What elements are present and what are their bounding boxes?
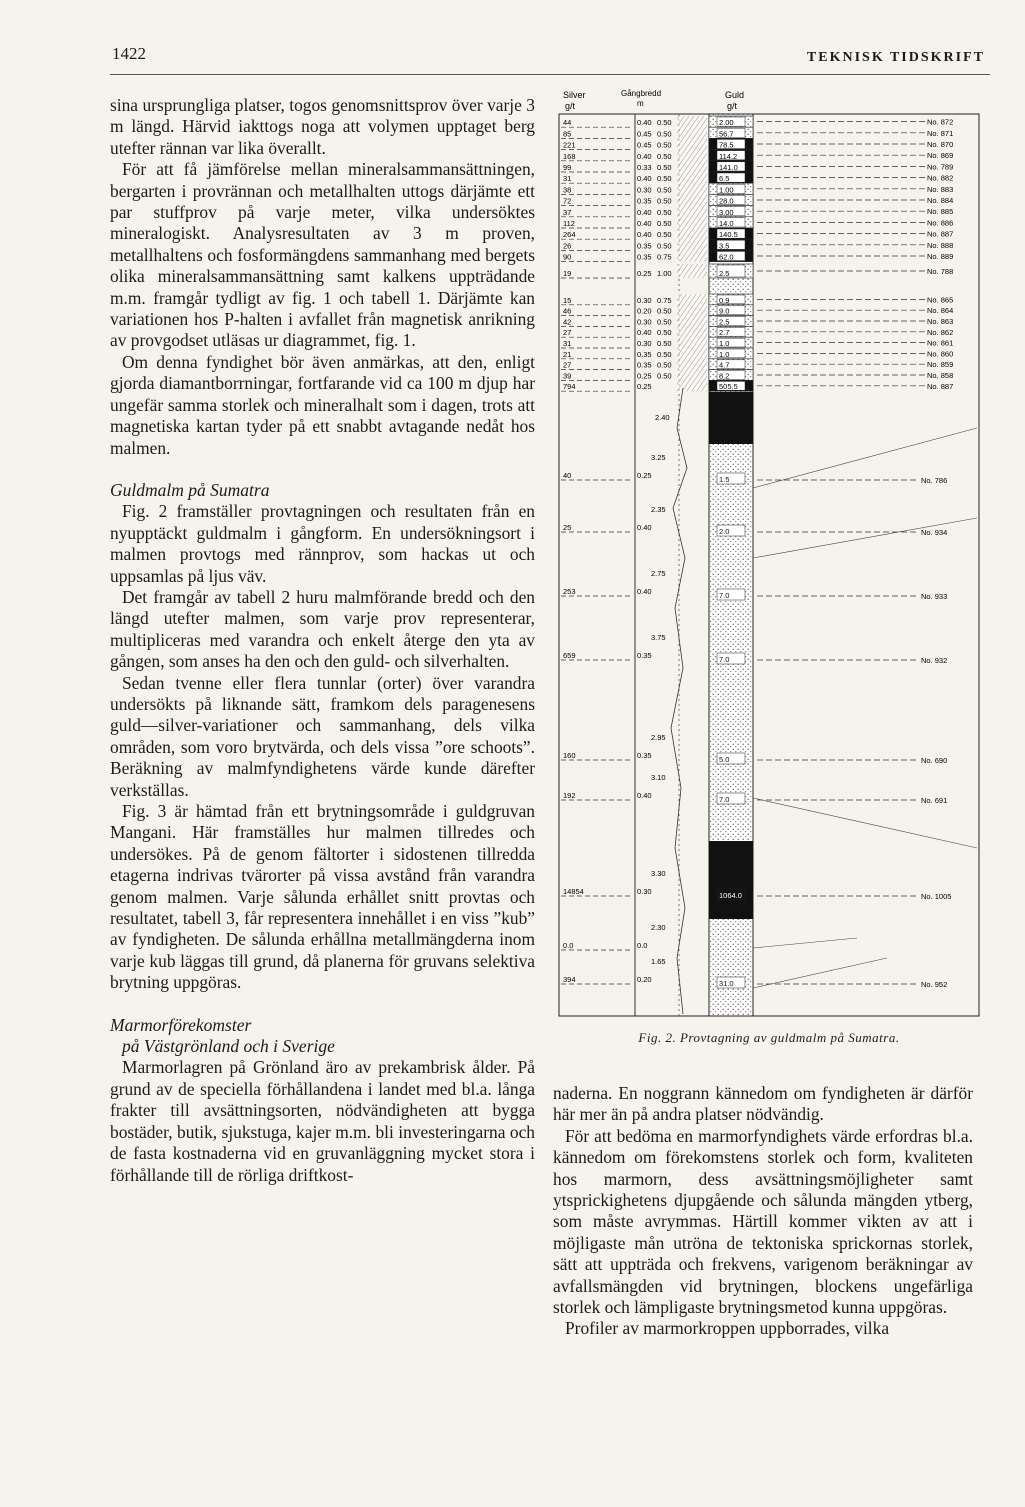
upper-sample-silver-label: 221	[563, 140, 576, 150]
lower-sample-ref-label: No. 933	[921, 592, 948, 601]
upper-sample-length-label: 0.50	[657, 140, 672, 150]
upper-sample-vein-hatch	[677, 194, 707, 205]
lower-sample-ref-label: No. 932	[921, 656, 948, 665]
mid-sample-width-label: 0.35	[637, 360, 652, 370]
mid-sample-length-label: 0.50	[657, 371, 672, 381]
mid-sample-width-label: 0.35	[637, 349, 652, 359]
upper-sample-ref-label: No. 872	[927, 117, 954, 127]
mid-sample-gold-label: 8.2	[719, 371, 730, 381]
lower-sample-gold-label: 1.5	[719, 475, 730, 484]
paragraph: sina ursprungliga platser, togos genomsnittsprov över varje 3 m längd. Härvid iakttogs noga att volymen upptaget berg utefter rännan var lika överallt.	[110, 95, 535, 158]
upper-sample-silver-label: 72	[563, 196, 572, 206]
mid-sample-silver-label: 15	[563, 295, 572, 305]
mid-sample-length-label: 0.50	[657, 360, 672, 370]
lower-sample-silver-label: 394	[563, 975, 576, 984]
connector-line	[753, 518, 977, 558]
lower-sample-width-label: 0.25	[637, 471, 652, 480]
mid-single-sample-length-label: 1.00	[657, 269, 672, 278]
upper-sample-vein-hatch	[677, 150, 707, 161]
mid-sample-ref-label: No. 862	[927, 327, 954, 337]
upper-sample-ref-label: No. 870	[927, 140, 954, 149]
gold-unit: g/t	[727, 101, 738, 111]
upper-sample-gold-label: 141.0	[719, 163, 738, 172]
upper-sample-ref-label: No. 869	[927, 151, 954, 161]
upper-sample-length-label: 0.50	[657, 241, 672, 251]
section-heading: på Västgrönland och i Sverige	[122, 1036, 335, 1057]
lower-sample-ref-label: No. 786	[921, 476, 948, 485]
mid-sample-silver-label: 31	[563, 339, 572, 348]
upper-sample-ref-label: No. 789	[927, 162, 954, 172]
upper-sample-width-label: 0.33	[637, 163, 652, 172]
lower-sample-length-label: 2.30	[651, 923, 666, 932]
dark-gold-zone	[709, 392, 753, 444]
width-unit: m	[637, 99, 644, 108]
figure-caption: Fig. 2. Provtagning av guldmalm på Sumatra.	[638, 1030, 900, 1045]
paragraph: naderna. En noggrann kännedom om fyndigheten är därför här mer än på andra platser nödvändig.	[553, 1083, 973, 1125]
upper-sample-silver-label: 31	[563, 174, 572, 184]
mid-sample-vein-hatch	[677, 305, 707, 316]
mid-sample-gold-label: 0.9	[719, 295, 730, 305]
mid-sample-silver-label: 27	[563, 360, 572, 370]
upper-sample-gold-label: 3.00	[719, 207, 734, 217]
lower-sample-gold-label: 5.0	[719, 755, 730, 764]
mid-single-sample-vein-hatch	[677, 264, 707, 278]
mid-sample-gold-label: 9.0	[719, 306, 730, 316]
mid-sample-ref-label: No. 863	[927, 317, 954, 326]
extra-length-label: 2.40	[655, 413, 670, 422]
upper-sample-silver-label: 37	[563, 207, 572, 217]
upper-sample-silver-label: 26	[563, 241, 572, 251]
mid-sample-ref-label: No. 858	[927, 371, 954, 380]
lower-sample-silver-label: 40	[563, 471, 572, 480]
paragraph: Det framgår av tabell 2 huru malmförande bredd och den längd utefter malmen, som varje prov representerar, multipliceras med varandra och enkelt återge den yta av gången, som anses ha den och den guld- och silverhalten.	[110, 586, 535, 672]
upper-sample-silver-label: 38	[563, 185, 572, 195]
upper-sample-width-label: 0.40	[637, 174, 652, 184]
running-head: TEKNISK TIDSKRIFT	[806, 50, 985, 65]
mid-sample-silver-label: 42	[563, 317, 572, 327]
paragraph: För att få jämförelse mellan mineralsammansättningen, bergarten i provrännan och metallhalten uttogs därjämte ett par stuffprov på varje meter, vilka undersöktes mineralogiskt. Analysresultaten av 3 m proven, metallhaltens och fosformängdens sammanhang med bergets olika mineralsammansättning samt kalkens uppträdande m.m. framgår tydligt av fig. 1 och tabell 1. Därjämte kan variationen hos P-halten i avfallet från magnetisk anrikning av provgodset utläsas ur diagrammet, fig. 1.	[110, 159, 535, 351]
lower-sample-length-label: 2.95	[651, 733, 666, 742]
upper-sample-ref-label: No. 889	[927, 252, 954, 261]
mid-sample-ref-label: No. 860	[927, 349, 954, 359]
lower-sample-ref-label: No. 934	[921, 528, 948, 537]
mid-sample-ref-label: No. 887	[927, 381, 954, 391]
mid-single-sample-ref-label: No. 788	[927, 267, 954, 276]
mid-sample-vein-hatch	[677, 380, 707, 391]
upper-sample-gold-label: 62.0	[719, 252, 734, 262]
lower-sample-length-label: 3.10	[651, 773, 666, 782]
mid-sample-vein-hatch	[677, 337, 707, 348]
upper-sample-vein-hatch	[677, 206, 707, 217]
mid-sample-length-label: 0.50	[657, 317, 672, 327]
upper-sample-gold-label: 6.5	[719, 174, 730, 184]
mid-sample-gold-label: 2.5	[719, 317, 730, 327]
upper-sample-length-label: 0.50	[657, 174, 672, 184]
upper-sample-vein-hatch	[677, 217, 707, 228]
lower-sample-silver-label: 253	[563, 587, 576, 596]
upper-sample-vein-hatch	[677, 183, 707, 194]
upper-sample-width-label: 0.45	[637, 140, 652, 150]
upper-sample-gold-label: 2.00	[719, 118, 734, 128]
mid-sample-ref-label: No. 864	[927, 306, 954, 316]
gold-header: Guld	[725, 90, 745, 100]
mid-single-sample-gold-label: 2.5	[719, 269, 730, 278]
lower-sample-ref-label: No. 690	[921, 756, 948, 765]
left-column	[110, 95, 535, 1186]
mid-sample-length-label: 0.50	[657, 306, 672, 316]
lower-sample-width-label: 0.40	[637, 523, 652, 532]
upper-sample-gold-label: 140.5	[719, 230, 738, 240]
lower-sample-length-label: 3.75	[651, 633, 666, 642]
upper-sample-vein-hatch	[677, 250, 707, 261]
upper-sample-vein-hatch	[677, 127, 707, 138]
lower-sample-length-label: 2.35	[651, 505, 666, 514]
mid-sample-width-label: 0.25	[637, 382, 652, 392]
upper-sample-vein-hatch	[677, 138, 707, 149]
connector-line	[753, 958, 887, 988]
upper-sample-vein-hatch	[677, 161, 707, 172]
upper-sample-silver-label: 44	[563, 118, 572, 128]
upper-sample-length-label: 0.50	[657, 163, 672, 172]
lower-sample-width-label: 0.35	[637, 651, 652, 660]
upper-sample-vein-hatch	[677, 239, 707, 250]
upper-sample-ref-label: No. 884	[927, 196, 954, 205]
mid-sample-length-label: 0.50	[657, 339, 672, 348]
upper-sample-width-label: 0.40	[637, 118, 652, 128]
upper-sample-length-label: 0.50	[657, 129, 672, 139]
lower-sample-gold-label: 7.0	[719, 655, 730, 664]
lower-sample-gold-label: 31.0	[719, 979, 734, 988]
mid-single-sample-width-label: 0.25	[637, 269, 652, 278]
upper-sample-gold-label: 78.5	[719, 140, 734, 150]
upper-sample-ref-label: No. 871	[927, 128, 954, 138]
upper-sample-width-label: 0.35	[637, 241, 652, 251]
mid-sample-gold-label: 1.0	[719, 349, 730, 359]
upper-sample-vein-hatch	[677, 228, 707, 239]
silver-unit: g/t	[565, 101, 576, 111]
paragraph: Marmorlagren på Grönland äro av prekambrisk ålder. På grund av de speciella förhållandena i landet med bl.a. långa frakter till avsättningsorten, nödvändigheten att bygga bostäder, butik, sjukstuga, kajer m.m. bli investeringarna och de fasta kostnaderna vid en gruvanläggning mycket stora i förhållande till de rörliga driftkost-	[110, 1057, 535, 1185]
figure-frame	[559, 114, 979, 1016]
upper-sample-vein-hatch	[677, 172, 707, 183]
lower-sample-length-label: 3.25	[651, 453, 666, 462]
lower-sample-gold-label: 1064.0	[719, 891, 742, 900]
section-heading: Guldmalm på Sumatra	[110, 479, 270, 500]
mid-sample-silver-label: 794	[563, 382, 576, 392]
lower-sample-width-label: 0.20	[637, 975, 652, 984]
mid-sample-width-label: 0.40	[637, 328, 652, 338]
mid-sample-length-label: 0.50	[657, 349, 672, 359]
paragraph: För att bedöma en marmorfyndighets värde erfordras bl.a. kännedom om förekomstens storlek och form, kvaliteten hos marmorn, dess avsättningsmöjligheter samt ytsprickighetens djupgående och sålunda mängden ytberg, som måste avrymmas. Härtill kommer vikten av att i möjligaste mån utröna de tektoniska sprickornas storlek, sätt att uppträda och frekvens, varigenom beräkningar av avfallsmängden vid brytningen, blockens ungefärliga storlek och lämpligaste brytningsmetod kunna uppgöras.	[553, 1125, 973, 1318]
upper-sample-ref-label: No. 887	[927, 229, 954, 239]
mid-single-sample-silver-label: 19	[563, 269, 572, 278]
upper-sample-gold-label: 1.00	[719, 185, 734, 195]
mid-sample-gold-label: 1.0	[719, 339, 730, 348]
upper-sample-length-label: 0.50	[657, 118, 672, 128]
upper-sample-silver-label: 264	[563, 230, 576, 240]
lower-sample-width-label: 0.40	[637, 791, 652, 800]
mid-sample-silver-label: 46	[563, 306, 572, 316]
upper-sample-silver-label: 99	[563, 163, 572, 172]
header-rule	[110, 74, 990, 75]
page-number: 1422	[112, 44, 146, 63]
mid-sample-gold-label: 2.7	[719, 328, 730, 338]
lower-sample-ref-label: No. 691	[921, 796, 948, 805]
lower-sample-gold-label: 7.0	[719, 795, 730, 804]
lower-sample-silver-label: 14854	[563, 887, 584, 896]
lower-sample-ref-label: No. 952	[921, 980, 948, 989]
lower-sample-gold-label: 7.0	[719, 591, 730, 600]
upper-sample-silver-label: 85	[563, 129, 572, 139]
upper-sample-gold-label: 56.7	[719, 129, 734, 139]
upper-sample-length-label: 0.50	[657, 207, 672, 217]
lower-sample-width-label: 0.40	[637, 587, 652, 596]
upper-sample-length-label: 0.50	[657, 230, 672, 240]
paragraph: Om denna fyndighet bör även anmärkas, att den, enligt gjorda diamantborrningar, fortfarande vid ca 100 m djup har ungefär samma storlek och mineralhalt som i dagen, trots att magnetiska kartan tyder på ett snabbt avtagande nedåt hos malmen.	[110, 351, 535, 458]
lower-sample-width-label: 0.35	[637, 751, 652, 760]
upper-sample-width-label: 0.30	[637, 185, 652, 195]
mid-sample-silver-label: 27	[563, 328, 572, 338]
lower-sample-width-label: 0.30	[637, 887, 652, 896]
mid-sample-ref-label: No. 859	[927, 360, 954, 370]
lower-sample-ref-label: No. 1005	[921, 892, 952, 901]
mid-sample-length-label: 0.75	[657, 295, 672, 305]
lower-sample-silver-label: 192	[563, 791, 576, 800]
upper-sample-length-label: 0.50	[657, 185, 672, 195]
mid-sample-vein-hatch	[677, 294, 707, 305]
upper-sample-gold-label: 3.5	[719, 241, 730, 251]
mid-sample-ref-label: No. 861	[927, 338, 954, 348]
lower-sample-width-label: 0.0	[637, 941, 648, 950]
connector-line	[753, 938, 857, 948]
mid-sample-silver-label: 39	[563, 371, 572, 381]
lower-sample-length-label: 1.65	[651, 957, 666, 966]
upper-sample-width-label: 0.35	[637, 196, 652, 206]
mid-sample-vein-hatch	[677, 359, 707, 370]
paragraph: Sedan tvenne eller flera tunnlar (orter) över varandra undersökts på liknande sätt, framkom dels paragenesens guld—silver-variationer och sammanhang, dels vilka områden, som voro brytvärda, och dels vissa ”ore schoots”. Beräkning av malmfyndighetens värde kunde därefter verkställas.	[110, 672, 535, 800]
upper-sample-silver-label: 112	[563, 219, 575, 228]
mid-sample-width-label: 0.20	[637, 306, 652, 316]
mid-sample-width-label: 0.30	[637, 317, 652, 327]
mid-sample-vein-hatch	[677, 348, 707, 359]
upper-sample-width-label: 0.40	[637, 151, 652, 161]
paragraph: Fig. 3 är hämtad från ett brytningsområde i guldgruvan Mangani. Här framställes hur malmen tillredes och undersökes. På de genom fältorter i sidostenen tillredda etagerna indrivas tvärorter på vissa avstånd från varandra genom malmen. Varje sålunda erhållet snitt provtas och resultatet, tabell 3, får representera innehållet i en viss ”kub” av fyndigheten. De sålunda erhållna metallmängderna inom varje kub läggas till grund, då planerna för gruvans selektiva brytning uppgöras.	[110, 801, 535, 993]
mid-sample-gold-label: 4.7	[719, 360, 730, 370]
mid-sample-vein-hatch	[677, 326, 707, 337]
upper-sample-gold-label: 114.2	[719, 151, 738, 161]
upper-sample-width-label: 0.40	[637, 219, 652, 228]
upper-sample-vein-hatch	[677, 116, 707, 127]
upper-sample-width-label: 0.40	[637, 207, 652, 217]
silver-header: Silver	[563, 90, 586, 100]
mid-sample-ref-label: No. 865	[927, 295, 954, 305]
upper-sample-ref-label: No. 885	[927, 207, 954, 217]
upper-sample-width-label: 0.45	[637, 129, 652, 139]
mid-sample-width-label: 0.25	[637, 371, 652, 381]
lower-sample-length-label: 2.75	[651, 569, 666, 578]
upper-sample-silver-label: 168	[563, 151, 576, 161]
section-heading: Marmorförekomster	[110, 1014, 252, 1035]
mid-sample-width-label: 0.30	[637, 339, 652, 348]
width-header: Gångbredd	[621, 89, 662, 98]
upper-sample-length-label: 0.75	[657, 252, 672, 262]
lower-sample-silver-label: 25	[563, 523, 572, 532]
connector-line	[753, 798, 977, 848]
upper-sample-width-label: 0.40	[637, 230, 652, 240]
mid-sample-vein-hatch	[677, 370, 707, 381]
upper-sample-silver-label: 90	[563, 252, 572, 262]
upper-sample-length-label: 0.50	[657, 151, 672, 161]
upper-sample-ref-label: No. 882	[927, 173, 954, 183]
upper-sample-gold-label: 14.0	[719, 219, 734, 228]
upper-sample-ref-label: No. 886	[927, 218, 954, 228]
lower-sample-silver-label: 0.0	[563, 941, 574, 950]
paragraph: Profiler av marmorkroppen uppborrades, vilka	[565, 1318, 890, 1339]
sampling-figure	[557, 88, 981, 1020]
lower-sample-silver-label: 659	[563, 651, 576, 660]
lower-sample-length-label: 3.30	[651, 869, 666, 878]
upper-sample-ref-label: No. 883	[927, 184, 954, 194]
lower-sample-silver-label: 160	[563, 751, 576, 760]
lower-sample-gold-label: 2.0	[719, 527, 730, 536]
mid-sample-length-label: 0.50	[657, 328, 672, 338]
lower-dark-zone	[709, 841, 753, 919]
mid-sample-width-label: 0.30	[637, 295, 652, 305]
upper-sample-ref-label: No. 888	[927, 240, 954, 250]
upper-sample-gold-label: 28.0	[719, 196, 734, 206]
mid-sample-vein-hatch	[677, 316, 707, 327]
mid-sample-gold-label: 505.5	[719, 382, 738, 392]
upper-sample-width-label: 0.35	[637, 252, 652, 262]
right-column	[553, 1083, 973, 1340]
upper-sample-length-label: 0.50	[657, 219, 672, 228]
upper-sample-length-label: 0.50	[657, 196, 672, 206]
mid-sample-silver-label: 21	[563, 349, 572, 359]
paragraph: Fig. 2 framställer provtagningen och resultaten från en nyupptäckt guldmalm i gångform. En undersökningsort i malmen provtogs med rännprov, som hackas ut och uppsamlas på ljus väv.	[110, 501, 535, 586]
